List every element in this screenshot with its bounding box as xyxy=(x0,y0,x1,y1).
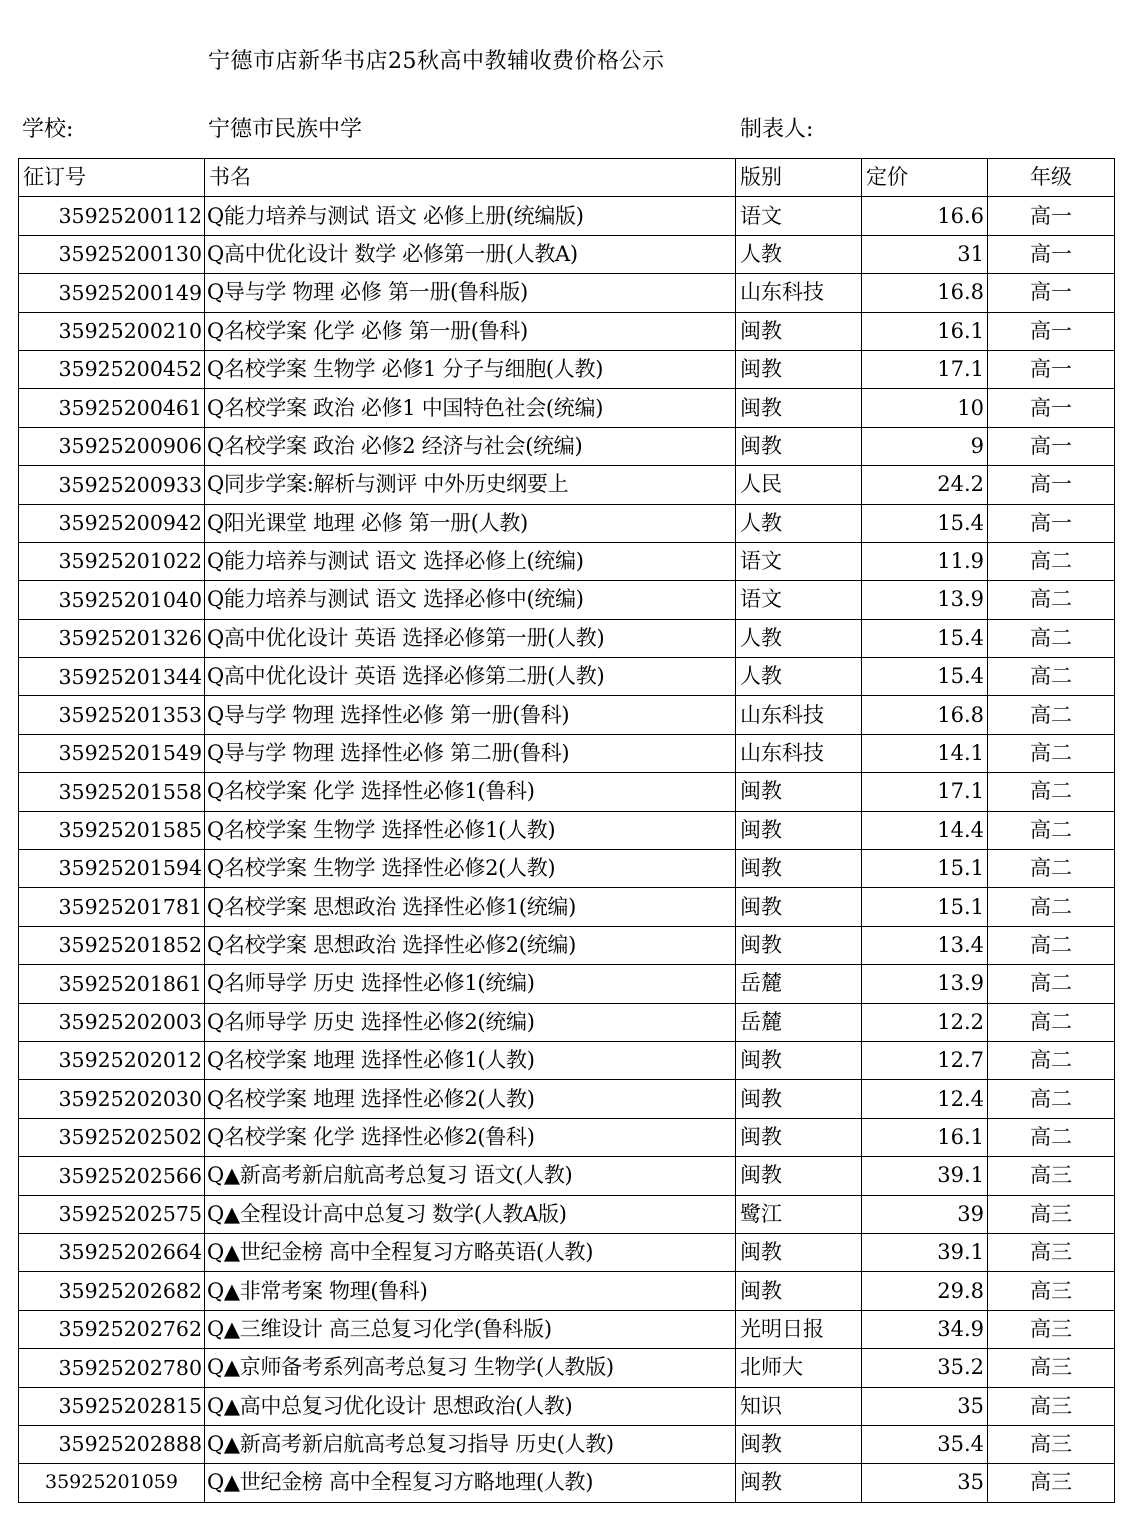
grade-cell: 高二 xyxy=(988,773,1115,811)
price-cell: 35.2 xyxy=(862,1349,988,1387)
publisher-cell: 鹭江 xyxy=(736,1195,862,1233)
code-cell: 35925201344 xyxy=(19,658,205,696)
price-cell: 13.4 xyxy=(862,926,988,964)
book-name-cell: Q▲新高考新启航高考总复习指导 历史(人教) xyxy=(205,1425,736,1463)
publisher-cell: 人教 xyxy=(736,619,862,657)
publisher-cell: 闽教 xyxy=(736,850,862,888)
price-cell: 14.4 xyxy=(862,811,988,849)
table-row xyxy=(19,1195,1115,1233)
code-cell: 35925202762 xyxy=(19,1310,205,1348)
book-name-cell: Q导与学 物理 选择性必修 第一册(鲁科) xyxy=(205,696,736,734)
table-row xyxy=(19,581,1115,619)
grade-cell: 高一 xyxy=(988,312,1115,350)
code-cell: 35925200942 xyxy=(19,504,205,542)
header-grade: 年级 xyxy=(988,159,1115,197)
grade-cell: 高三 xyxy=(988,1310,1115,1348)
price-cell: 24.2 xyxy=(862,466,988,504)
book-name-cell: Q▲三维设计 高三总复习化学(鲁科版) xyxy=(205,1310,736,1348)
book-name-cell: Q▲世纪金榜 高中全程复习方略英语(人教) xyxy=(205,1233,736,1271)
code-cell: 35925202682 xyxy=(19,1272,205,1310)
code-cell: 35925201852 xyxy=(19,926,205,964)
code-cell: 35925200112 xyxy=(19,197,205,235)
book-name-cell: Q▲新高考新启航高考总复习 语文(人教) xyxy=(205,1157,736,1195)
table-row xyxy=(19,350,1115,388)
maker-label: 制表人: xyxy=(740,117,814,142)
price-cell: 31 xyxy=(862,235,988,273)
code-cell: 35925202012 xyxy=(19,1041,205,1079)
publisher-cell: 闽教 xyxy=(736,1233,862,1271)
table-row xyxy=(19,1425,1115,1463)
table-row xyxy=(19,926,1115,964)
book-name-cell: Q名校学案 生物学 必修1 分子与细胞(人教) xyxy=(205,350,736,388)
grade-cell: 高一 xyxy=(988,235,1115,273)
book-name-cell: Q名校学案 地理 选择性必修1(人教) xyxy=(205,1041,736,1079)
publisher-cell: 闽教 xyxy=(736,350,862,388)
publisher-cell: 山东科技 xyxy=(736,274,862,312)
table-row xyxy=(19,619,1115,657)
price-cell: 16.8 xyxy=(862,274,988,312)
grade-cell: 高一 xyxy=(988,350,1115,388)
grade-cell: 高一 xyxy=(988,197,1115,235)
header-code: 征订号 xyxy=(19,159,205,197)
grade-cell: 高二 xyxy=(988,734,1115,772)
grade-cell: 高一 xyxy=(988,466,1115,504)
code-cell: 35925201059 xyxy=(19,1464,205,1502)
price-cell: 13.9 xyxy=(862,965,988,1003)
price-table xyxy=(18,158,1115,1503)
price-cell: 12.7 xyxy=(862,1041,988,1079)
table-row xyxy=(19,312,1115,350)
publisher-cell: 人民 xyxy=(736,466,862,504)
publisher-cell: 光明日报 xyxy=(736,1310,862,1348)
code-cell: 35925201594 xyxy=(19,850,205,888)
price-cell: 15.4 xyxy=(862,619,988,657)
price-cell: 12.2 xyxy=(862,1003,988,1041)
grade-cell: 高二 xyxy=(988,696,1115,734)
code-cell: 35925200452 xyxy=(19,350,205,388)
book-name-cell: Q高中优化设计 数学 必修第一册(人教A) xyxy=(205,235,736,273)
publisher-cell: 闽教 xyxy=(736,1272,862,1310)
code-cell: 35925202502 xyxy=(19,1118,205,1156)
table-row xyxy=(19,1080,1115,1118)
price-cell: 16.1 xyxy=(862,312,988,350)
code-cell: 35925201585 xyxy=(19,811,205,849)
publisher-cell: 人教 xyxy=(736,235,862,273)
price-cell: 9 xyxy=(862,427,988,465)
price-cell: 15.4 xyxy=(862,658,988,696)
code-cell: 35925201353 xyxy=(19,696,205,734)
table-row xyxy=(19,1387,1115,1425)
publisher-cell: 语文 xyxy=(736,581,862,619)
table-row xyxy=(19,274,1115,312)
book-name-cell: Q名校学案 化学 必修 第一册(鲁科) xyxy=(205,312,736,350)
price-cell: 15.1 xyxy=(862,850,988,888)
grade-cell: 高一 xyxy=(988,427,1115,465)
publisher-cell: 闽教 xyxy=(736,1157,862,1195)
table-row xyxy=(19,1003,1115,1041)
price-cell: 39 xyxy=(862,1195,988,1233)
book-name-cell: Q名校学案 思想政治 选择性必修1(统编) xyxy=(205,888,736,926)
grade-cell: 高一 xyxy=(988,274,1115,312)
grade-cell: 高二 xyxy=(988,1041,1115,1079)
grade-cell: 高二 xyxy=(988,888,1115,926)
code-cell: 35925202780 xyxy=(19,1349,205,1387)
code-cell: 35925202815 xyxy=(19,1387,205,1425)
code-cell: 35925201022 xyxy=(19,542,205,580)
table-row xyxy=(19,1272,1115,1310)
book-name-cell: Q▲全程设计高中总复习 数学(人教A版) xyxy=(205,1195,736,1233)
book-name-cell: Q同步学案:解析与测评 中外历史纲要上 xyxy=(205,466,736,504)
table-row xyxy=(19,1349,1115,1387)
table-row xyxy=(19,235,1115,273)
table-row xyxy=(19,466,1115,504)
publisher-cell: 闽教 xyxy=(736,389,862,427)
code-cell: 35925202003 xyxy=(19,1003,205,1041)
code-cell: 35925202664 xyxy=(19,1233,205,1271)
book-name-cell: Q能力培养与测试 语文 选择必修上(统编) xyxy=(205,542,736,580)
grade-cell: 高二 xyxy=(988,542,1115,580)
grade-cell: 高一 xyxy=(988,504,1115,542)
publisher-cell: 人教 xyxy=(736,658,862,696)
table-row xyxy=(19,427,1115,465)
book-name-cell: Q名师导学 历史 选择性必修2(统编) xyxy=(205,1003,736,1041)
grade-cell: 高二 xyxy=(988,926,1115,964)
price-cell: 15.1 xyxy=(862,888,988,926)
publisher-cell: 闽教 xyxy=(736,1118,862,1156)
grade-cell: 高二 xyxy=(988,1003,1115,1041)
table-row xyxy=(19,542,1115,580)
school-name: 宁德市民族中学 xyxy=(208,117,363,142)
publisher-cell: 山东科技 xyxy=(736,734,862,772)
book-name-cell: Q高中优化设计 英语 选择必修第二册(人教) xyxy=(205,658,736,696)
table-row xyxy=(19,1310,1115,1348)
publisher-cell: 岳麓 xyxy=(736,965,862,1003)
publisher-cell: 闽教 xyxy=(736,427,862,465)
publisher-cell: 闽教 xyxy=(736,811,862,849)
header-publisher: 版别 xyxy=(736,159,862,197)
grade-cell: 高三 xyxy=(988,1349,1115,1387)
grade-cell: 高二 xyxy=(988,811,1115,849)
code-cell: 35925202575 xyxy=(19,1195,205,1233)
table-row xyxy=(19,734,1115,772)
book-name-cell: Q名校学案 化学 选择性必修1(鲁科) xyxy=(205,773,736,811)
book-name-cell: Q▲非常考案 物理(鲁科) xyxy=(205,1272,736,1310)
table-row xyxy=(19,811,1115,849)
book-name-cell: Q名校学案 地理 选择性必修2(人教) xyxy=(205,1080,736,1118)
code-cell: 35925202030 xyxy=(19,1080,205,1118)
code-cell: 35925200906 xyxy=(19,427,205,465)
price-cell: 34.9 xyxy=(862,1310,988,1348)
header-price: 定价 xyxy=(862,159,988,197)
price-cell: 12.4 xyxy=(862,1080,988,1118)
publisher-cell: 闽教 xyxy=(736,1080,862,1118)
table-row xyxy=(19,965,1115,1003)
grade-cell: 高三 xyxy=(988,1464,1115,1502)
price-cell: 16.8 xyxy=(862,696,988,734)
code-cell: 35925200461 xyxy=(19,389,205,427)
publisher-cell: 语文 xyxy=(736,197,862,235)
grade-cell: 高二 xyxy=(988,581,1115,619)
price-cell: 35.4 xyxy=(862,1425,988,1463)
book-name-cell: Q▲京师备考系列高考总复习 生物学(人教版) xyxy=(205,1349,736,1387)
table-row xyxy=(19,696,1115,734)
publisher-cell: 闽教 xyxy=(736,1464,862,1502)
price-cell: 39.1 xyxy=(862,1157,988,1195)
price-cell: 35 xyxy=(862,1464,988,1502)
book-name-cell: Q▲世纪金榜 高中全程复习方略地理(人教) xyxy=(205,1464,736,1502)
grade-cell: 高二 xyxy=(988,850,1115,888)
price-cell: 13.9 xyxy=(862,581,988,619)
book-name-cell: Q名校学案 化学 选择性必修2(鲁科) xyxy=(205,1118,736,1156)
grade-cell: 高三 xyxy=(988,1233,1115,1271)
code-cell: 35925201558 xyxy=(19,773,205,811)
code-cell: 35925200933 xyxy=(19,466,205,504)
book-name-cell: Q能力培养与测试 语文 选择必修中(统编) xyxy=(205,581,736,619)
book-name-cell: Q导与学 物理 选择性必修 第二册(鲁科) xyxy=(205,734,736,772)
grade-cell: 高三 xyxy=(988,1157,1115,1195)
price-cell: 29.8 xyxy=(862,1272,988,1310)
book-name-cell: Q名校学案 生物学 选择性必修1(人教) xyxy=(205,811,736,849)
table-row xyxy=(19,888,1115,926)
code-cell: 35925201549 xyxy=(19,734,205,772)
grade-cell: 高二 xyxy=(988,1118,1115,1156)
code-cell: 35925200210 xyxy=(19,312,205,350)
price-cell: 16.1 xyxy=(862,1118,988,1156)
grade-cell: 高三 xyxy=(988,1272,1115,1310)
table-row xyxy=(19,389,1115,427)
price-cell: 11.9 xyxy=(862,542,988,580)
book-name-cell: Q名校学案 政治 必修2 经济与社会(统编) xyxy=(205,427,736,465)
table-row xyxy=(19,1233,1115,1271)
publisher-cell: 北师大 xyxy=(736,1349,862,1387)
publisher-cell: 人教 xyxy=(736,504,862,542)
price-cell: 17.1 xyxy=(862,350,988,388)
grade-cell: 高二 xyxy=(988,658,1115,696)
publisher-cell: 山东科技 xyxy=(736,696,862,734)
table-row xyxy=(19,850,1115,888)
code-cell: 35925200130 xyxy=(19,235,205,273)
code-cell: 35925202888 xyxy=(19,1425,205,1463)
code-cell: 35925201861 xyxy=(19,965,205,1003)
table-row xyxy=(19,1118,1115,1156)
book-name-cell: Q导与学 物理 必修 第一册(鲁科版) xyxy=(205,274,736,312)
book-name-cell: Q阳光课堂 地理 必修 第一册(人教) xyxy=(205,504,736,542)
table-row xyxy=(19,773,1115,811)
table-row xyxy=(19,1157,1115,1195)
table-header-row xyxy=(19,159,1115,197)
page-title: 宁德市店新华书店25秋高中教辅收费价格公示 xyxy=(208,49,665,74)
book-name-cell: Q能力培养与测试 语文 必修上册(统编版) xyxy=(205,197,736,235)
code-cell: 35925201326 xyxy=(19,619,205,657)
grade-cell: 高一 xyxy=(988,389,1115,427)
grade-cell: 高三 xyxy=(988,1425,1115,1463)
book-name-cell: Q名校学案 思想政治 选择性必修2(统编) xyxy=(205,926,736,964)
table-row xyxy=(19,1464,1115,1502)
header-name: 书名 xyxy=(205,159,736,197)
school-label: 学校: xyxy=(22,117,74,142)
table-row xyxy=(19,1041,1115,1079)
code-cell: 35925201781 xyxy=(19,888,205,926)
publisher-cell: 语文 xyxy=(736,542,862,580)
publisher-cell: 闽教 xyxy=(736,312,862,350)
table-row xyxy=(19,504,1115,542)
price-cell: 10 xyxy=(862,389,988,427)
price-cell: 17.1 xyxy=(862,773,988,811)
book-name-cell: Q名校学案 政治 必修1 中国特色社会(统编) xyxy=(205,389,736,427)
code-cell: 35925202566 xyxy=(19,1157,205,1195)
publisher-cell: 闽教 xyxy=(736,888,862,926)
book-name-cell: Q名师导学 历史 选择性必修1(统编) xyxy=(205,965,736,1003)
price-cell: 14.1 xyxy=(862,734,988,772)
table-row xyxy=(19,658,1115,696)
grade-cell: 高二 xyxy=(988,619,1115,657)
price-cell: 39.1 xyxy=(862,1233,988,1271)
table-row xyxy=(19,197,1115,235)
publisher-cell: 闽教 xyxy=(736,926,862,964)
grade-cell: 高三 xyxy=(988,1387,1115,1425)
grade-cell: 高二 xyxy=(988,1080,1115,1118)
code-cell: 35925201040 xyxy=(19,581,205,619)
grade-cell: 高三 xyxy=(988,1195,1115,1233)
grade-cell: 高二 xyxy=(988,965,1115,1003)
price-cell: 15.4 xyxy=(862,504,988,542)
publisher-cell: 闽教 xyxy=(736,1425,862,1463)
code-cell: 35925200149 xyxy=(19,274,205,312)
book-name-cell: Q高中优化设计 英语 选择必修第一册(人教) xyxy=(205,619,736,657)
price-cell: 35 xyxy=(862,1387,988,1425)
publisher-cell: 知识 xyxy=(736,1387,862,1425)
book-name-cell: Q▲高中总复习优化设计 思想政治(人教) xyxy=(205,1387,736,1425)
price-cell: 16.6 xyxy=(862,197,988,235)
publisher-cell: 闽教 xyxy=(736,773,862,811)
publisher-cell: 岳麓 xyxy=(736,1003,862,1041)
book-name-cell: Q名校学案 生物学 选择性必修2(人教) xyxy=(205,850,736,888)
publisher-cell: 闽教 xyxy=(736,1041,862,1079)
